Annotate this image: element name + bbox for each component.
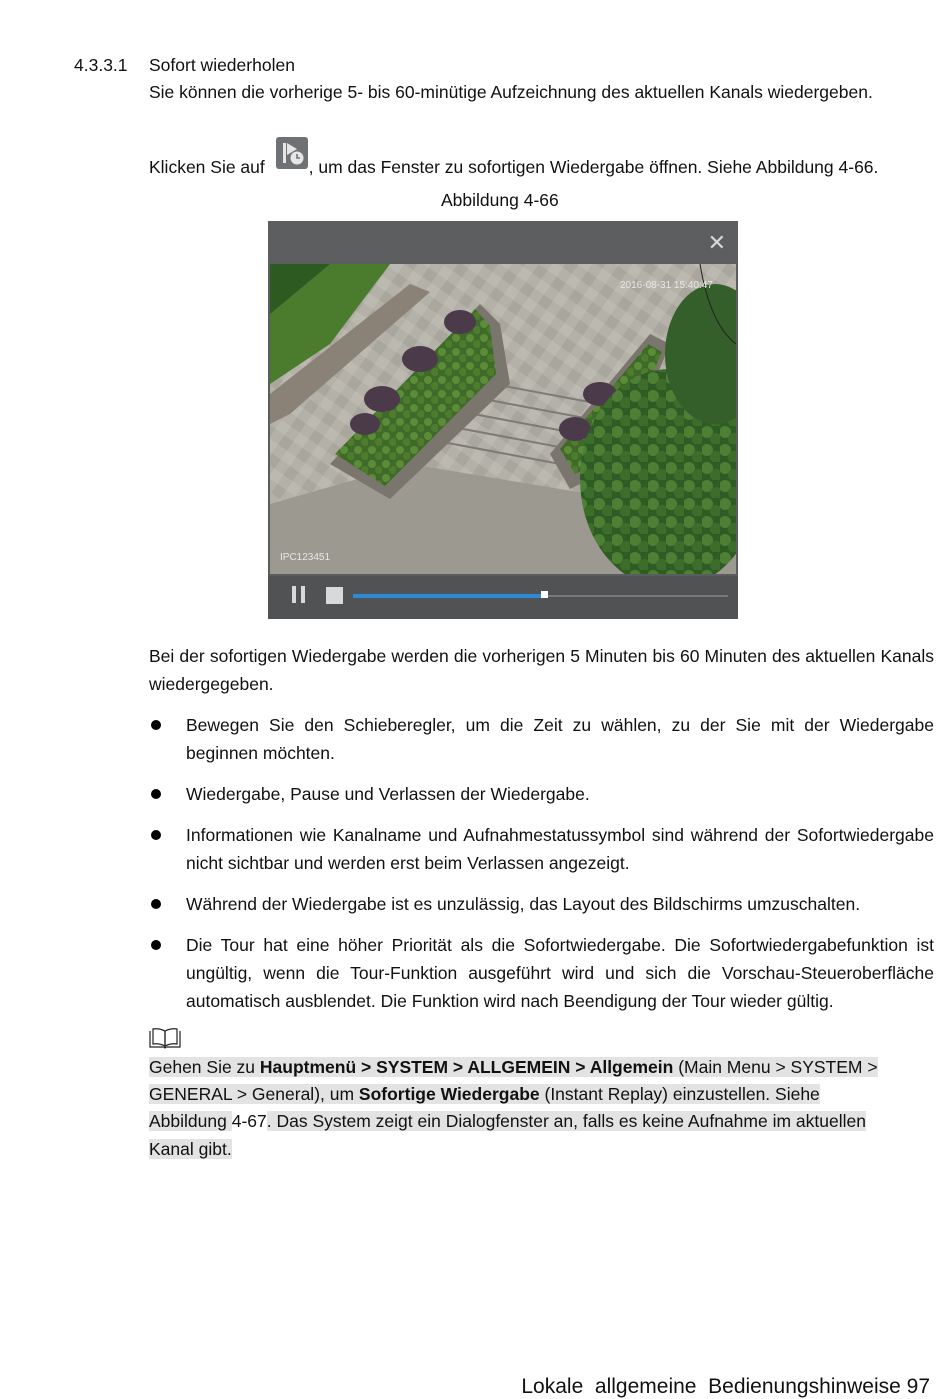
stop-icon[interactable] bbox=[326, 587, 343, 604]
instant-replay-window bbox=[268, 221, 738, 619]
bullet-item bbox=[149, 890, 934, 918]
close-icon[interactable]: ✕ bbox=[707, 230, 726, 255]
note-text: (Instant Replay) einzustellen. Siehe bbox=[539, 1084, 820, 1104]
bullet-item bbox=[149, 780, 934, 808]
note-text: (Main Menu > SYSTEM > bbox=[673, 1057, 878, 1077]
progress-fill bbox=[353, 594, 544, 598]
note-line-1 bbox=[149, 1057, 878, 1078]
pause-icon[interactable] bbox=[292, 586, 306, 603]
instant-replay-icon bbox=[276, 137, 308, 169]
section-number: 4.3.3.1 bbox=[74, 55, 128, 75]
note-text: GENERAL > General), um bbox=[149, 1084, 359, 1104]
figure-caption: Abbildung 4-66 bbox=[441, 190, 559, 210]
bullet-text: Die Tour hat eine höher Priorität als die Sofortwiedergabe. Die Sofortwiedergabefunktion ist ungültig, wenn die Tour-Funktion ausgeführt wird und sich die Vorschau-Steueroberfläche automatisch ausblendet. Die Funktion wird nach Beendigung der Tour wieder gültig. bbox=[186, 935, 934, 1011]
intro-text: Sie können die vorherige 5- bis 60-minütige Aufzeichnung des aktuellen Kanals wiedergeben. bbox=[149, 82, 873, 102]
window-titlebar bbox=[268, 221, 738, 263]
bullet-dot bbox=[151, 789, 161, 799]
bullet-text: Während der Wiedergabe ist es unzulässig, das Layout des Bildschirms umzuschalten. bbox=[186, 894, 861, 914]
note-text: Abbildung bbox=[149, 1111, 232, 1131]
click-instruction bbox=[149, 145, 878, 178]
note-setting-name: Sofortige Wiedergabe bbox=[358, 1084, 540, 1104]
progress-handle[interactable] bbox=[541, 591, 548, 598]
note-text: Kanal gibt. bbox=[149, 1139, 232, 1159]
playback-controls bbox=[268, 576, 738, 619]
bullet-text: Bewegen Sie den Schieberegler, um die Zeit zu wählen, zu der Sie mit der Wiedergabe beginnen möchten. bbox=[186, 715, 934, 763]
replay-video bbox=[270, 264, 736, 574]
body-paragraph: Bei der sofortigen Wiedergabe werden die vorherigen 5 Minuten bis 60 Minuten des aktuellen Kanals wiedergegeben. bbox=[149, 646, 934, 694]
bullet-text: Wiedergabe, Pause und Verlassen der Wiedergabe. bbox=[186, 784, 590, 804]
note-figure-ref: 4-67 bbox=[231, 1111, 267, 1131]
page-footer bbox=[510, 1351, 930, 1399]
bullet-item bbox=[149, 711, 934, 767]
video-channel-label: IPC123451 bbox=[280, 552, 331, 563]
bullet-dot bbox=[151, 940, 161, 950]
note-text: . Das System zeigt ein Dialogfenster an, falls es keine Aufnahme im aktuellen bbox=[266, 1111, 866, 1131]
progress-track[interactable] bbox=[353, 595, 728, 597]
page-number: 97 bbox=[906, 1375, 930, 1398]
click-prefix: Klicken Sie auf bbox=[149, 157, 265, 177]
bullet-dot bbox=[151, 720, 161, 730]
bullet-item bbox=[149, 931, 934, 1015]
note-line-3 bbox=[149, 1111, 866, 1132]
video-timestamp: 2016-08-31 15:40:47 bbox=[620, 280, 713, 291]
bullet-dot bbox=[151, 899, 161, 909]
footer-title: Lokale allgemeine Bedienungshinweise bbox=[521, 1375, 901, 1398]
note-line-4 bbox=[149, 1139, 232, 1160]
bullet-item bbox=[149, 821, 934, 877]
bullet-text: Informationen wie Kanalname und Aufnahmestatussymbol sind während der Sofortwiedergabe nicht sichtbar und werden erst beim Verlassen angezeigt. bbox=[186, 825, 934, 873]
bullet-dot bbox=[151, 830, 161, 840]
note-menu-path: Hauptmenü > SYSTEM > ALLGEMEIN > Allgemein bbox=[259, 1057, 674, 1077]
section-title: Sofort wiederholen bbox=[149, 55, 295, 75]
click-suffix: , um das Fenster zu sofortigen Wiedergabe öffnen. Siehe Abbildung 4-66. bbox=[308, 157, 879, 177]
note-line-2 bbox=[149, 1084, 820, 1105]
note-text: Gehen Sie zu bbox=[149, 1057, 260, 1077]
book-icon bbox=[149, 1027, 181, 1049]
